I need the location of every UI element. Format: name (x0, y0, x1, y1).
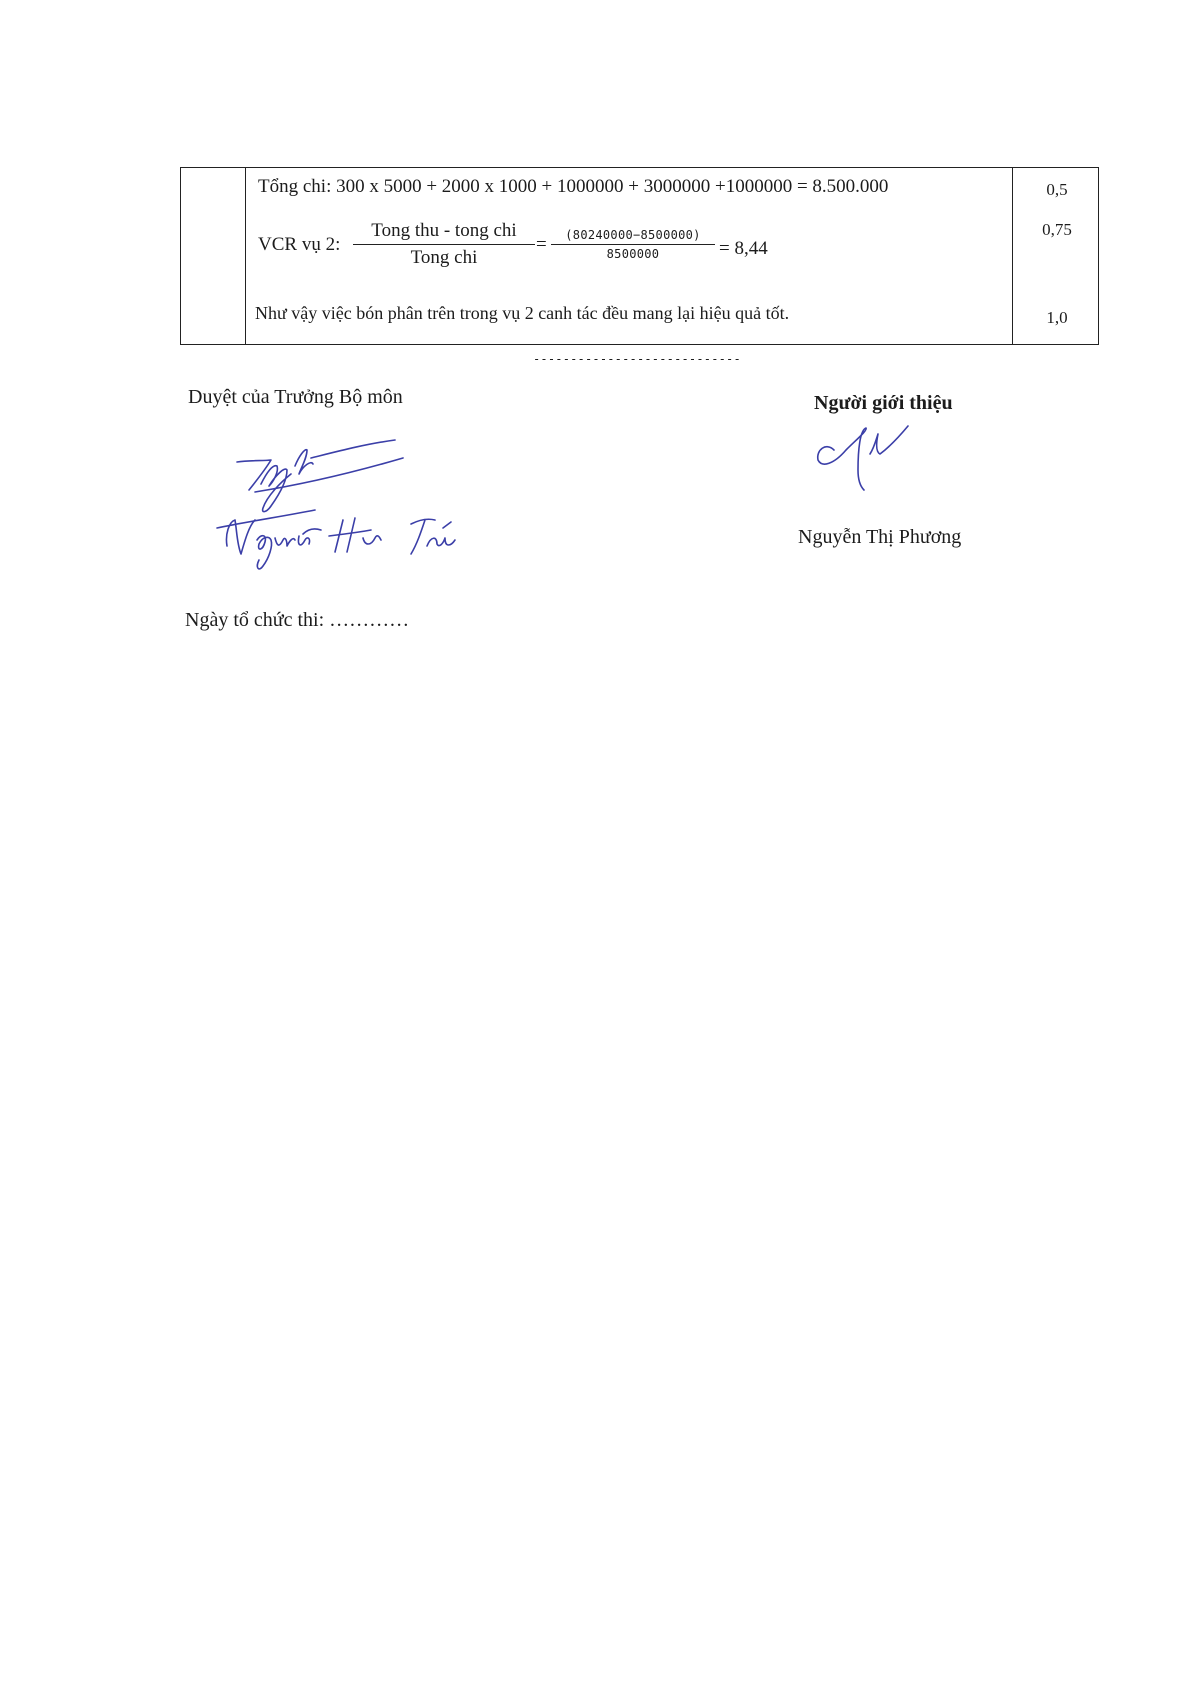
introducer-name: Nguyễn Thị Phương (798, 526, 962, 548)
department-head-signature (215, 436, 480, 586)
conclusion-line: Như vậy việc bón phân trên trong vụ 2 canh tác đều mang lại hiệu quả tốt. (255, 303, 790, 323)
section-separator: ---------------------------- (533, 352, 741, 366)
introducer-signature (808, 420, 938, 500)
vcr-formula-fraction (353, 220, 535, 269)
total-cost-line: Tổng chi: 300 x 5000 + 2000 x 1000 + 1000000 + 3000000 +1000000 = 8.500.000 (258, 176, 889, 197)
equals-sign: = (536, 234, 547, 255)
score-row2: 0,75 (1042, 220, 1072, 239)
values-denominator: 8500000 (606, 247, 660, 261)
table-divider-left (245, 168, 246, 344)
values-numerator: (80240000−8500000) (565, 228, 701, 242)
score-row3: 1,0 (1046, 308, 1068, 327)
fraction-bar (353, 244, 535, 245)
formula-denominator: Tong chi (410, 247, 478, 268)
introducer-title: Người giới thiệu (814, 392, 953, 414)
fraction-bar (551, 244, 715, 245)
vcr-label: VCR vụ 2: (258, 234, 341, 255)
exam-date-line: Ngày tổ chức thi: ………… (185, 609, 410, 631)
formula-numerator: Tong thu - tong chi (371, 220, 517, 241)
vcr-result: = 8,44 (719, 238, 768, 259)
answer-table (180, 167, 1099, 345)
department-head-title: Duyệt của Trưởng Bộ môn (188, 386, 403, 408)
vcr-values-fraction (551, 228, 715, 261)
score-row1: 0,5 (1046, 180, 1068, 199)
